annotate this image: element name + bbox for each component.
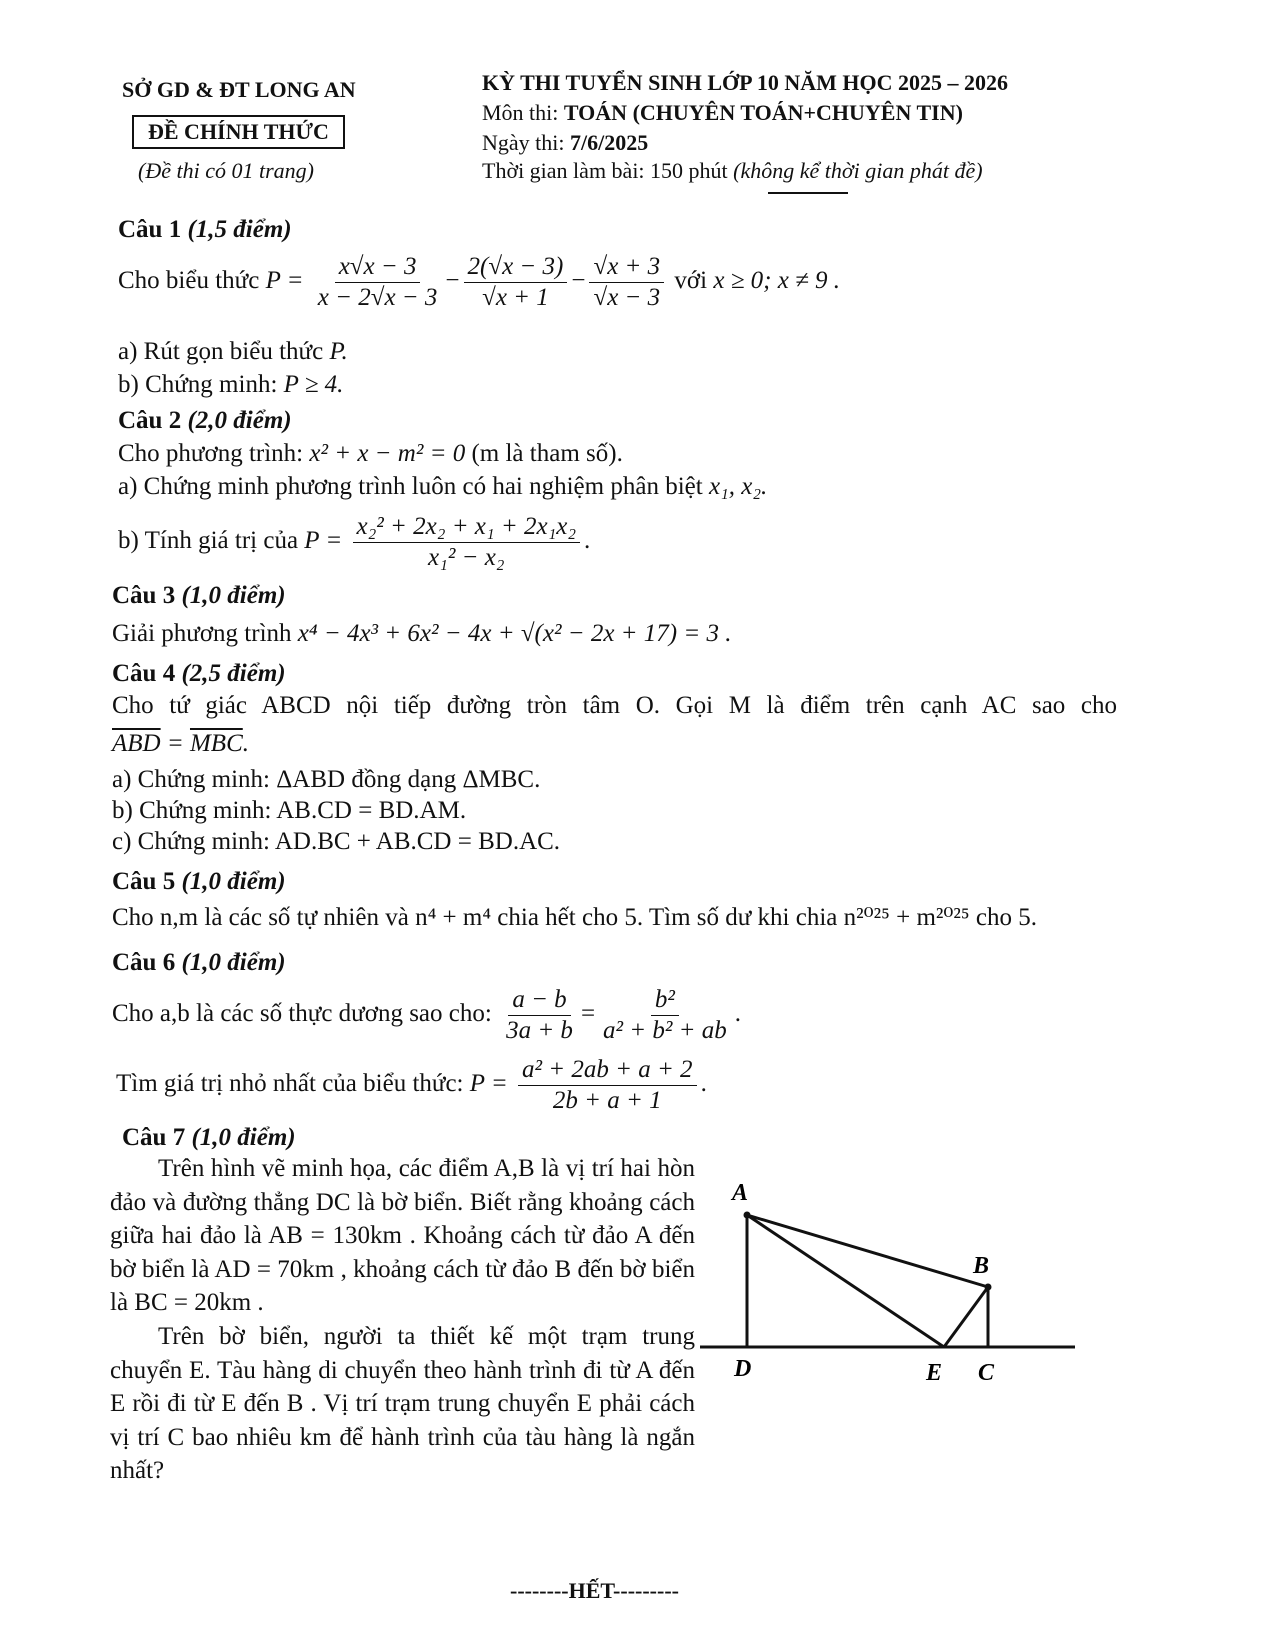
q6-eq-sign: =	[580, 1000, 596, 1028]
q2-title: Câu 2	[118, 407, 182, 434]
q6-end: .	[700, 1070, 707, 1098]
q5-title: Câu 5	[112, 868, 176, 895]
q7-paragraph-1: Trên hình vẽ minh họa, các điểm A,B là vị trí hai hòn đảo và đường thẳng DC là bờ biển. Biết rằng khoảng cách giữa hai đảo là AB = 130km . Khoảng cách từ đảo A đến bờ biển là AD = 70km , khoảng cách từ đảo B đến bờ biển là BC = 20km .	[110, 1155, 695, 1316]
q1-b-text: b) Chứng minh:	[118, 371, 278, 398]
q7-diagram	[700, 1170, 1090, 1400]
department-name: SỞ GD & ĐT LONG AN	[122, 77, 356, 102]
q6-f2-num: b²	[651, 985, 679, 1016]
q1-part-b	[118, 369, 343, 401]
q3-equation-line	[112, 618, 732, 650]
q1-f2-num: 2(√x − 3)	[464, 252, 568, 283]
q7-paragraph-2: Trên bờ biển, người ta thiết kế một trạm trung chuyển E. Tàu hàng di chuyển theo hành trình đi từ A đến E rồi đi từ E đến B . Vị trí trạm trung chuyển E phải cách vị trí C bao nhiêu km để hành trình của tàu hàng là ngắn nhất?	[110, 1323, 695, 1484]
q7-title: Câu 7	[122, 1124, 186, 1151]
segment-ae	[747, 1215, 944, 1347]
q4-title: Câu 4	[112, 660, 176, 687]
q3-heading	[112, 580, 286, 612]
time-line	[482, 158, 983, 184]
q1-heading	[118, 214, 292, 246]
point-a	[744, 1212, 751, 1219]
q7-heading	[122, 1122, 296, 1154]
time-note: (không kể thời gian phát đề)	[733, 158, 983, 183]
header-underline	[768, 192, 848, 194]
official-exam-box: ĐỀ CHÍNH THỨC	[132, 115, 345, 149]
q2-end: .	[584, 527, 591, 555]
label-d: D	[734, 1356, 752, 1382]
label-a: A	[732, 1180, 749, 1206]
q6-points: (1,0 điểm)	[181, 949, 286, 976]
q7-points: (1,0 điểm)	[191, 1124, 296, 1151]
q1-a-text: a) Rút gọn biểu thức	[118, 338, 324, 365]
q6-find-text: Tìm giá trị nhỏ nhất của biểu thức:	[116, 1070, 464, 1098]
q6-find	[116, 1055, 707, 1116]
q3-intro: Giải phương trình	[112, 620, 292, 647]
q4-line1: Cho tứ giác ABCD nội tiếp đường tròn tâm O. Gọi M là điểm trên cạnh AC sao cho	[112, 692, 1117, 719]
q6-f1-den: 3a + b	[506, 1017, 573, 1044]
q6-condition: Cho a,b là các số thực dương sao cho: $\frac{a - b}{3a + b}$ = $\frac{\text{b²}}{\text{a² + b² + ab}}$ .	[112, 986, 742, 1044]
time-label: Thời gian làm bài: 150 phút	[482, 158, 728, 183]
q1-cond-word: với	[674, 267, 708, 295]
q5-heading	[112, 866, 286, 898]
q1-a-var: P.	[329, 338, 348, 365]
q1-f2-den: √x + 1	[482, 284, 549, 311]
q2-a-vars: x₁, x₂.	[708, 473, 768, 500]
q1-title: Câu 1	[118, 216, 182, 243]
q4-eq-sign: =	[166, 730, 184, 757]
date-line	[482, 130, 648, 156]
q1-fraction-1	[314, 252, 442, 313]
q2-part-b	[118, 512, 590, 573]
q2-points: (2,0 điểm)	[187, 407, 292, 434]
q1-f1-den: x − 2√x − 3	[317, 284, 438, 311]
label-e: E	[926, 1360, 943, 1386]
q6-fraction-2	[599, 985, 731, 1046]
q2-part-a	[118, 471, 767, 503]
page-count: (Đề thi có 01 trang)	[138, 158, 314, 183]
q1-f1-num: x√x − 3	[335, 252, 421, 283]
q4-part-a: a) Chứng minh: ΔABD đồng dạng ΔMBC.	[112, 766, 541, 793]
subject-label: Môn thi:	[482, 100, 559, 125]
q2-p-symbol: P =	[304, 527, 343, 555]
q2-num: x₂² + 2x₂ + x₁ + 2x₁x₂	[353, 512, 581, 543]
exam-date: 7/6/2025	[570, 130, 649, 155]
q6-p-num: a² + 2ab + a + 2	[518, 1055, 697, 1086]
q4-part-c: c) Chứng minh: AD.BC + AB.CD = BD.AC.	[112, 828, 561, 855]
q3-points: (1,0 điểm)	[181, 582, 286, 609]
point-b	[985, 1284, 992, 1291]
q1-fraction-3	[589, 252, 664, 313]
q1-points: (1,5 điểm)	[187, 216, 292, 243]
q1-intro: Cho biểu thức	[118, 267, 260, 295]
q1-expression: Cho biểu thức P = $\frac{x√x - 3}{x - 2√x - 3}$ − $\frac{2(√x - 3)}{√x + 1}$ − $\frac{√x + 3}{√x - 3}$ với x ≥ 0; x ≠ 9 .	[118, 253, 841, 311]
subject-line	[482, 100, 963, 126]
segment-eb	[944, 1287, 988, 1347]
q1-p-symbol: P =	[265, 267, 304, 295]
q1-f3-den: √x − 3	[593, 284, 661, 311]
subject: TOÁN (CHUYÊN TOÁN+CHUYÊN TIN)	[563, 100, 963, 125]
q2-param: (m là tham số).	[471, 440, 623, 467]
q2-b-text: b) Tính giá trị của	[118, 527, 299, 555]
q1-part-a	[118, 336, 348, 368]
q6-f2-den: a² + b² + ab	[603, 1017, 727, 1044]
q6-title: Câu 6	[112, 949, 176, 976]
end-marker: --------HẾT---------	[510, 1578, 679, 1603]
q6-f1-num: a − b	[508, 985, 570, 1016]
q1-b-expr: P ≥ 4.	[283, 371, 344, 398]
label-c: C	[978, 1360, 995, 1386]
q2-a-text: a) Chứng minh phương trình luôn có hai nghiệm phân biệt	[118, 473, 703, 500]
q4-dot: .	[242, 730, 250, 757]
q5-points: (1,0 điểm)	[181, 868, 286, 895]
label-b: B	[973, 1253, 990, 1279]
q3-equation: x⁴ − 4x³ + 6x² − 4x + √(x² − 2x + 17) = 3 .	[297, 620, 732, 647]
q6-p-symbol: P =	[469, 1070, 508, 1098]
q6-p-den: 2b + a + 1	[552, 1087, 662, 1114]
q2-den: x₁² − x₂	[428, 544, 505, 571]
q6-p-fraction	[518, 1055, 697, 1116]
q1-condition: x ≥ 0; x ≠ 9 .	[713, 267, 841, 295]
exam-title: KỲ THI TUYỂN SINH LỚP 10 NĂM HỌC 2025 – 2026	[482, 70, 1009, 95]
date-label: Ngày thi:	[482, 130, 565, 155]
q4-part-b: b) Chứng minh: AB.CD = BD.AM.	[112, 797, 467, 824]
q2-equation: x² + x − m² = 0	[309, 440, 466, 467]
q4-heading	[112, 658, 286, 690]
q1-fraction-2	[464, 252, 568, 313]
q5-text: Cho n,m là các số tự nhiên và n⁴ + m⁴ chia hết cho 5. Tìm số dư khi chia n²⁰²⁵ + m²⁰²⁵ cho 5.	[112, 904, 1037, 931]
q4-angle-abd: $\overline{ABD}$	[112, 730, 161, 757]
q2-heading	[118, 405, 292, 437]
q6-heading	[112, 947, 286, 979]
q2-intro: Cho phương trình:	[118, 440, 304, 467]
q6-fraction-1	[502, 985, 577, 1046]
q4-angle-mbc: $\overline{MBC}$	[189, 730, 243, 757]
q2-equation-line	[118, 438, 623, 470]
q4-points: (2,5 điểm)	[181, 660, 286, 687]
q1-f3-num: √x + 3	[589, 252, 664, 283]
segment-ab	[747, 1215, 988, 1287]
q6-intro: Cho a,b là các số thực dương sao cho:	[112, 1000, 492, 1028]
q4-angle-equality	[112, 728, 249, 760]
q3-title: Câu 3	[112, 582, 176, 609]
q2-fraction	[353, 512, 581, 573]
